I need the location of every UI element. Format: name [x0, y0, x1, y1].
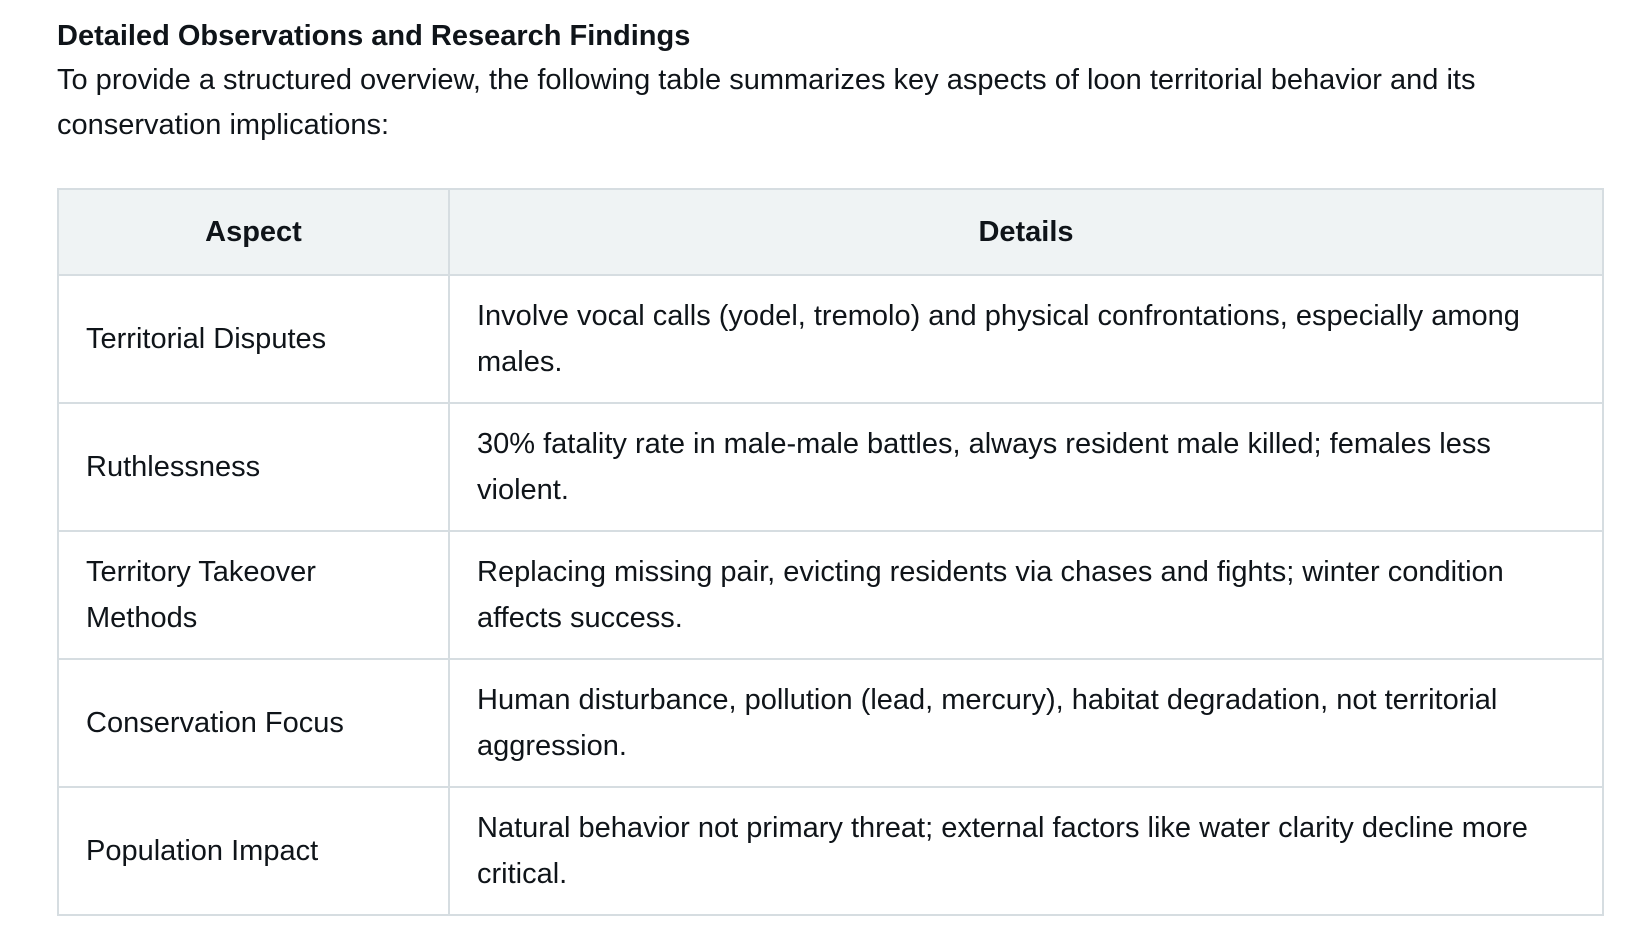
findings-table — [57, 188, 1604, 916]
intro-paragraph: To provide a structured overview, the following table summarizes key aspects of loon territorial behavior and its conservation implications: — [57, 64, 1476, 141]
table-row — [58, 403, 1603, 531]
column-header-aspect: Aspect — [58, 189, 449, 275]
details-cell: Human disturbance, pollution (lead, mercury), habitat degradation, not territorial aggression. — [449, 659, 1603, 787]
column-header-details: Details — [449, 189, 1603, 275]
details-cell: Involve vocal calls (yodel, tremolo) and physical confrontations, especially among males. — [449, 275, 1603, 403]
details-cell: 30% fatality rate in male-male battles, always resident male killed; females less violent. — [449, 403, 1603, 531]
section-heading: Detailed Observations and Research Findings — [57, 20, 691, 52]
aspect-cell: Territorial Disputes — [58, 275, 449, 403]
table-row — [58, 531, 1603, 659]
aspect-cell: Population Impact — [58, 787, 449, 915]
content-section — [57, 16, 1602, 148]
details-cell: Natural behavior not primary threat; external factors like water clarity decline more critical. — [449, 787, 1603, 915]
aspect-cell: Ruthlessness — [58, 403, 449, 531]
aspect-cell: Conservation Focus — [58, 659, 449, 787]
details-cell: Replacing missing pair, evicting residents via chases and fights; winter condition affects success. — [449, 531, 1603, 659]
table-row — [58, 787, 1603, 915]
table-row — [58, 275, 1603, 403]
aspect-cell: Territory Takeover Methods — [58, 531, 449, 659]
table-header-row — [58, 189, 1603, 275]
table-row — [58, 659, 1603, 787]
